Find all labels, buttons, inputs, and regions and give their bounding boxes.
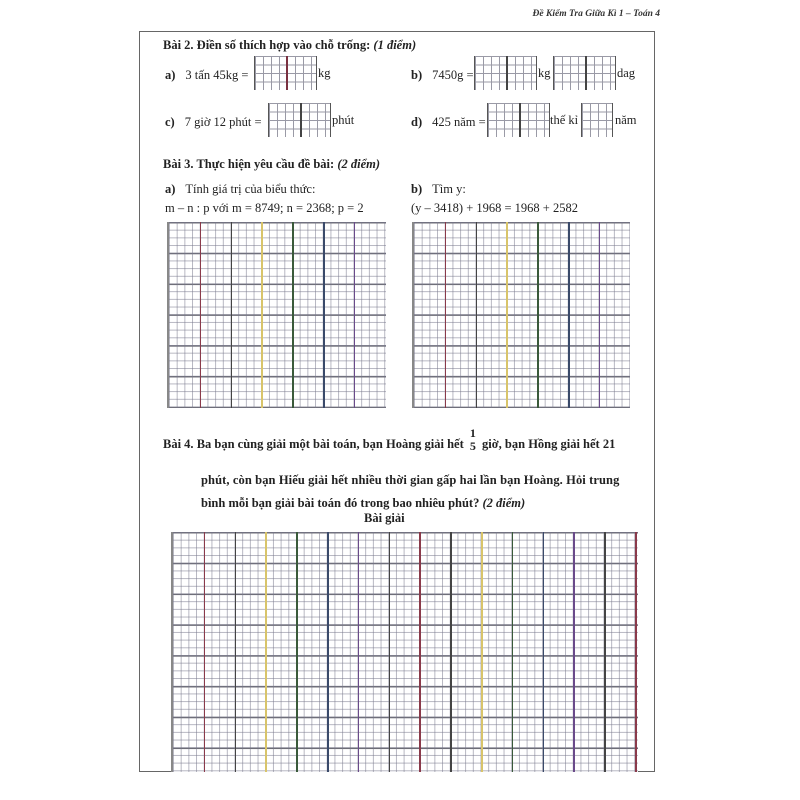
- grid-major-line: [354, 222, 356, 408]
- bai2-a-unit: kg: [318, 66, 331, 80]
- bai2-c: [165, 113, 262, 131]
- bai3-a-label: a): [165, 182, 176, 196]
- bai4-line3-text: bình mỗi bạn giải bài toán đó trong bao nhiêu phút?: [201, 496, 483, 510]
- bai2-a-label: a): [165, 68, 176, 82]
- grid-major-line: [265, 532, 267, 772]
- bai2-c-text: 7 giờ 12 phút =: [184, 115, 262, 129]
- grid-major-line: [327, 532, 329, 772]
- bai2-title-text: Bài 2. Điền số thích hợp vào chỗ trống:: [163, 38, 374, 52]
- grid-major-line: [261, 222, 263, 408]
- bai3-title-text: Bài 3. Thực hiện yêu cầu đề bài:: [163, 157, 338, 171]
- grid-major-line: [568, 222, 570, 408]
- bai4-line2: phút, còn bạn Hiếu giải hết nhiều thời gian gấp hai lần bạn Hoàng. Hỏi trung: [201, 473, 620, 487]
- bai4-line3: [201, 496, 525, 511]
- bai2-b-answer-box-2[interactable]: [553, 56, 616, 90]
- bai2-a-answer-box[interactable]: [254, 56, 317, 90]
- bai4-text-2: giờ, bạn Hồng giải hết 21: [482, 437, 616, 451]
- grid-major-line: [450, 532, 452, 772]
- bai2-d-text: 425 năm =: [432, 115, 486, 129]
- bai2-b-answer-box-1[interactable]: [474, 56, 537, 90]
- grid-major-line: [292, 222, 294, 408]
- bai4-title: Bài 4.: [163, 437, 194, 451]
- bai3-b-prompt: Tìm y:: [432, 182, 466, 196]
- bai4-line1: [163, 426, 616, 454]
- bai2-b-unit1: kg: [538, 66, 551, 80]
- bai3-points: (2 điểm): [337, 157, 381, 171]
- grid-major-line: [635, 532, 637, 772]
- bai2-d-unit1: thế kỉ: [550, 113, 579, 127]
- bai2-c-answer-box[interactable]: [268, 103, 331, 137]
- bai3-a: [165, 180, 315, 198]
- bai4-text-1: Ba bạn cùng giải một bài toán, bạn Hoàng giải hết: [196, 437, 464, 451]
- grid-major-line: [419, 532, 421, 772]
- grid-major-line: [573, 532, 575, 772]
- grid-major-line: [200, 222, 202, 408]
- bai2-d-answer-box-2[interactable]: [581, 103, 613, 137]
- bai3-a-expression: m – n : p với m = 8749; n = 2368; p = 2: [165, 201, 364, 215]
- bai3-title: [163, 157, 380, 172]
- fraction-one-fifth: [470, 427, 476, 453]
- bai2-d: [411, 113, 486, 131]
- bai2-a: [165, 66, 248, 84]
- grid-major-line: [323, 222, 325, 408]
- grid-major-line: [204, 532, 206, 772]
- grid-major-line: [389, 532, 391, 772]
- grid-major-line: [604, 532, 606, 772]
- bai2-b-text: 7450g =: [432, 68, 474, 82]
- bai2-d-unit2: năm: [615, 113, 637, 127]
- solution-label: Bài giải: [364, 511, 405, 525]
- grid-major-line: [235, 532, 237, 772]
- bai2-b-unit2: dag: [617, 66, 636, 80]
- bai3-a-writing-grid[interactable]: [167, 222, 386, 408]
- bai2-d-answer-box-1[interactable]: [487, 103, 550, 137]
- bai2-c-label: c): [165, 115, 175, 129]
- grid-major-line: [599, 222, 601, 408]
- bai2-d-label: d): [411, 115, 423, 129]
- bai2-b: [411, 66, 474, 84]
- grid-major-line: [543, 532, 545, 772]
- bai2-c-unit: phút: [332, 113, 355, 127]
- bai4-solution-grid[interactable]: [171, 532, 638, 772]
- bai3-b: [411, 180, 466, 198]
- grid-major-line: [481, 532, 483, 772]
- bai3-b-label: b): [411, 182, 423, 196]
- grid-major-line: [231, 222, 233, 408]
- grid-major-line: [358, 532, 360, 772]
- bai3-b-expression: (y – 3418) + 1968 = 1968 + 2582: [411, 201, 578, 215]
- fraction-denominator: 5: [469, 439, 476, 454]
- bai4-points: (2 điểm): [482, 496, 526, 510]
- grid-major-line: [445, 222, 447, 408]
- fraction-numerator: 1: [469, 426, 476, 441]
- page-header: Đề Kiểm Tra Giữa Kì 1 – Toán 4: [532, 9, 660, 19]
- grid-major-line: [476, 222, 478, 408]
- bai2-b-label: b): [411, 68, 423, 82]
- grid-major-line: [512, 532, 514, 772]
- bai2-title: [163, 38, 416, 53]
- bai3-b-writing-grid[interactable]: [412, 222, 630, 408]
- grid-major-line: [537, 222, 539, 408]
- bai2-points: (1 điểm): [373, 38, 417, 52]
- grid-major-line: [296, 532, 298, 772]
- bai3-a-prompt: Tính giá trị của biểu thức:: [185, 182, 316, 196]
- grid-major-line: [506, 222, 508, 408]
- bai2-a-text: 3 tấn 45kg =: [185, 68, 249, 82]
